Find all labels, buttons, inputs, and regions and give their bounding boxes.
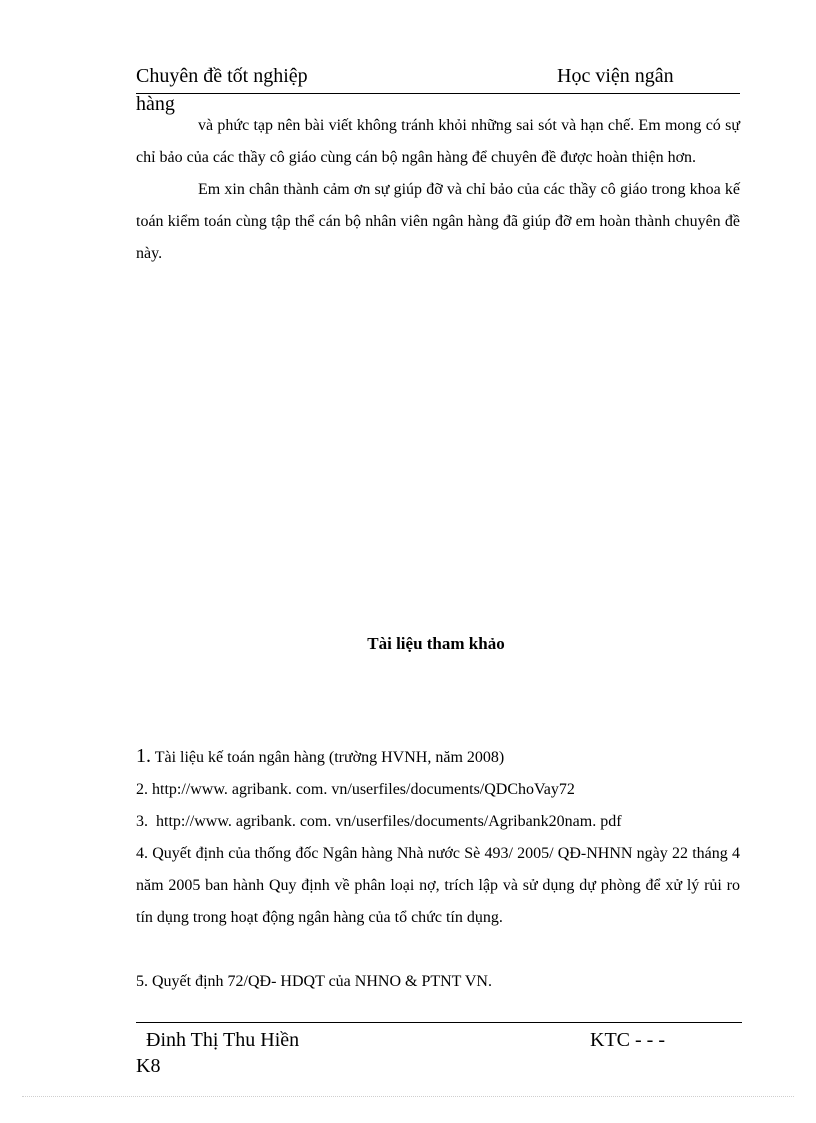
footer-rule bbox=[136, 1022, 742, 1023]
body-text bbox=[136, 110, 740, 270]
reference-item-3 bbox=[136, 806, 622, 838]
header-right-text: Học viện ngân bbox=[557, 65, 674, 87]
body-paragraph-2: Em xin chân thành cảm ơn sự giúp đỡ và chỉ bảo của các thầy cô giáo trong khoa kế toán kiểm toán cùng tập thể cán bộ nhân viên ngân hàng đã giúp đỡ em hoàn thành chuyên đề này. bbox=[136, 181, 740, 262]
footer-right-text: KTC - - - bbox=[590, 1029, 665, 1051]
reference-item-5 bbox=[136, 966, 492, 998]
reference-text: http://www. agribank. com. vn/userfiles/documents/QDChoVay72 bbox=[152, 781, 575, 798]
reference-number: 5. bbox=[136, 973, 148, 990]
body-paragraph-1: và phức tạp nên bài viết không tránh khỏi những sai sót và hạn chế. Em mong có sự chỉ bảo của các thầy cô giáo cùng cán bộ ngân hàng để chuyên đề được hoàn thiện hơn. bbox=[136, 117, 740, 166]
header-left-text: Chuyên đề tốt nghiệp bbox=[136, 65, 308, 87]
reference-item-1 bbox=[136, 740, 504, 774]
reference-text: Quyết định 72/QĐ- HDQT của NHNO & PTNT VN. bbox=[152, 973, 492, 990]
footer-left-text: Đinh Thị Thu Hiền bbox=[146, 1029, 300, 1051]
reference-number: 3. bbox=[136, 813, 148, 830]
reference-item-4 bbox=[136, 838, 740, 934]
header-wrap-text: hàng bbox=[136, 93, 175, 115]
reference-text: Tài liệu kế toán ngân hàng (trường HVNH, năm 2008) bbox=[154, 749, 505, 766]
reference-text: http://www. agribank. com. vn/userfiles/documents/Agribank20nam. pdf bbox=[156, 813, 622, 830]
reference-number: 4. bbox=[136, 845, 148, 862]
footer-wrap-text: K8 bbox=[136, 1055, 161, 1077]
reference-item-2 bbox=[136, 774, 575, 806]
references-title: Tài liệu tham khảo bbox=[367, 634, 505, 653]
reference-number: 1. bbox=[136, 745, 151, 767]
page-edge-dotted-line bbox=[22, 1096, 794, 1097]
header-rule bbox=[136, 93, 740, 94]
reference-text: Quyết định của thống đốc Ngân hàng Nhà nước Sè 493/ 2005/ QĐ-NHNN ngày 22 tháng 4 năm 2005 ban hành Quy định về phân loại nợ, trích lập và sử dụng dự phòng để xử lý rủi ro tín dụng trong hoạt động ngân hàng của tổ chức tín dụng. bbox=[136, 845, 741, 926]
reference-number: 2. bbox=[136, 781, 148, 798]
